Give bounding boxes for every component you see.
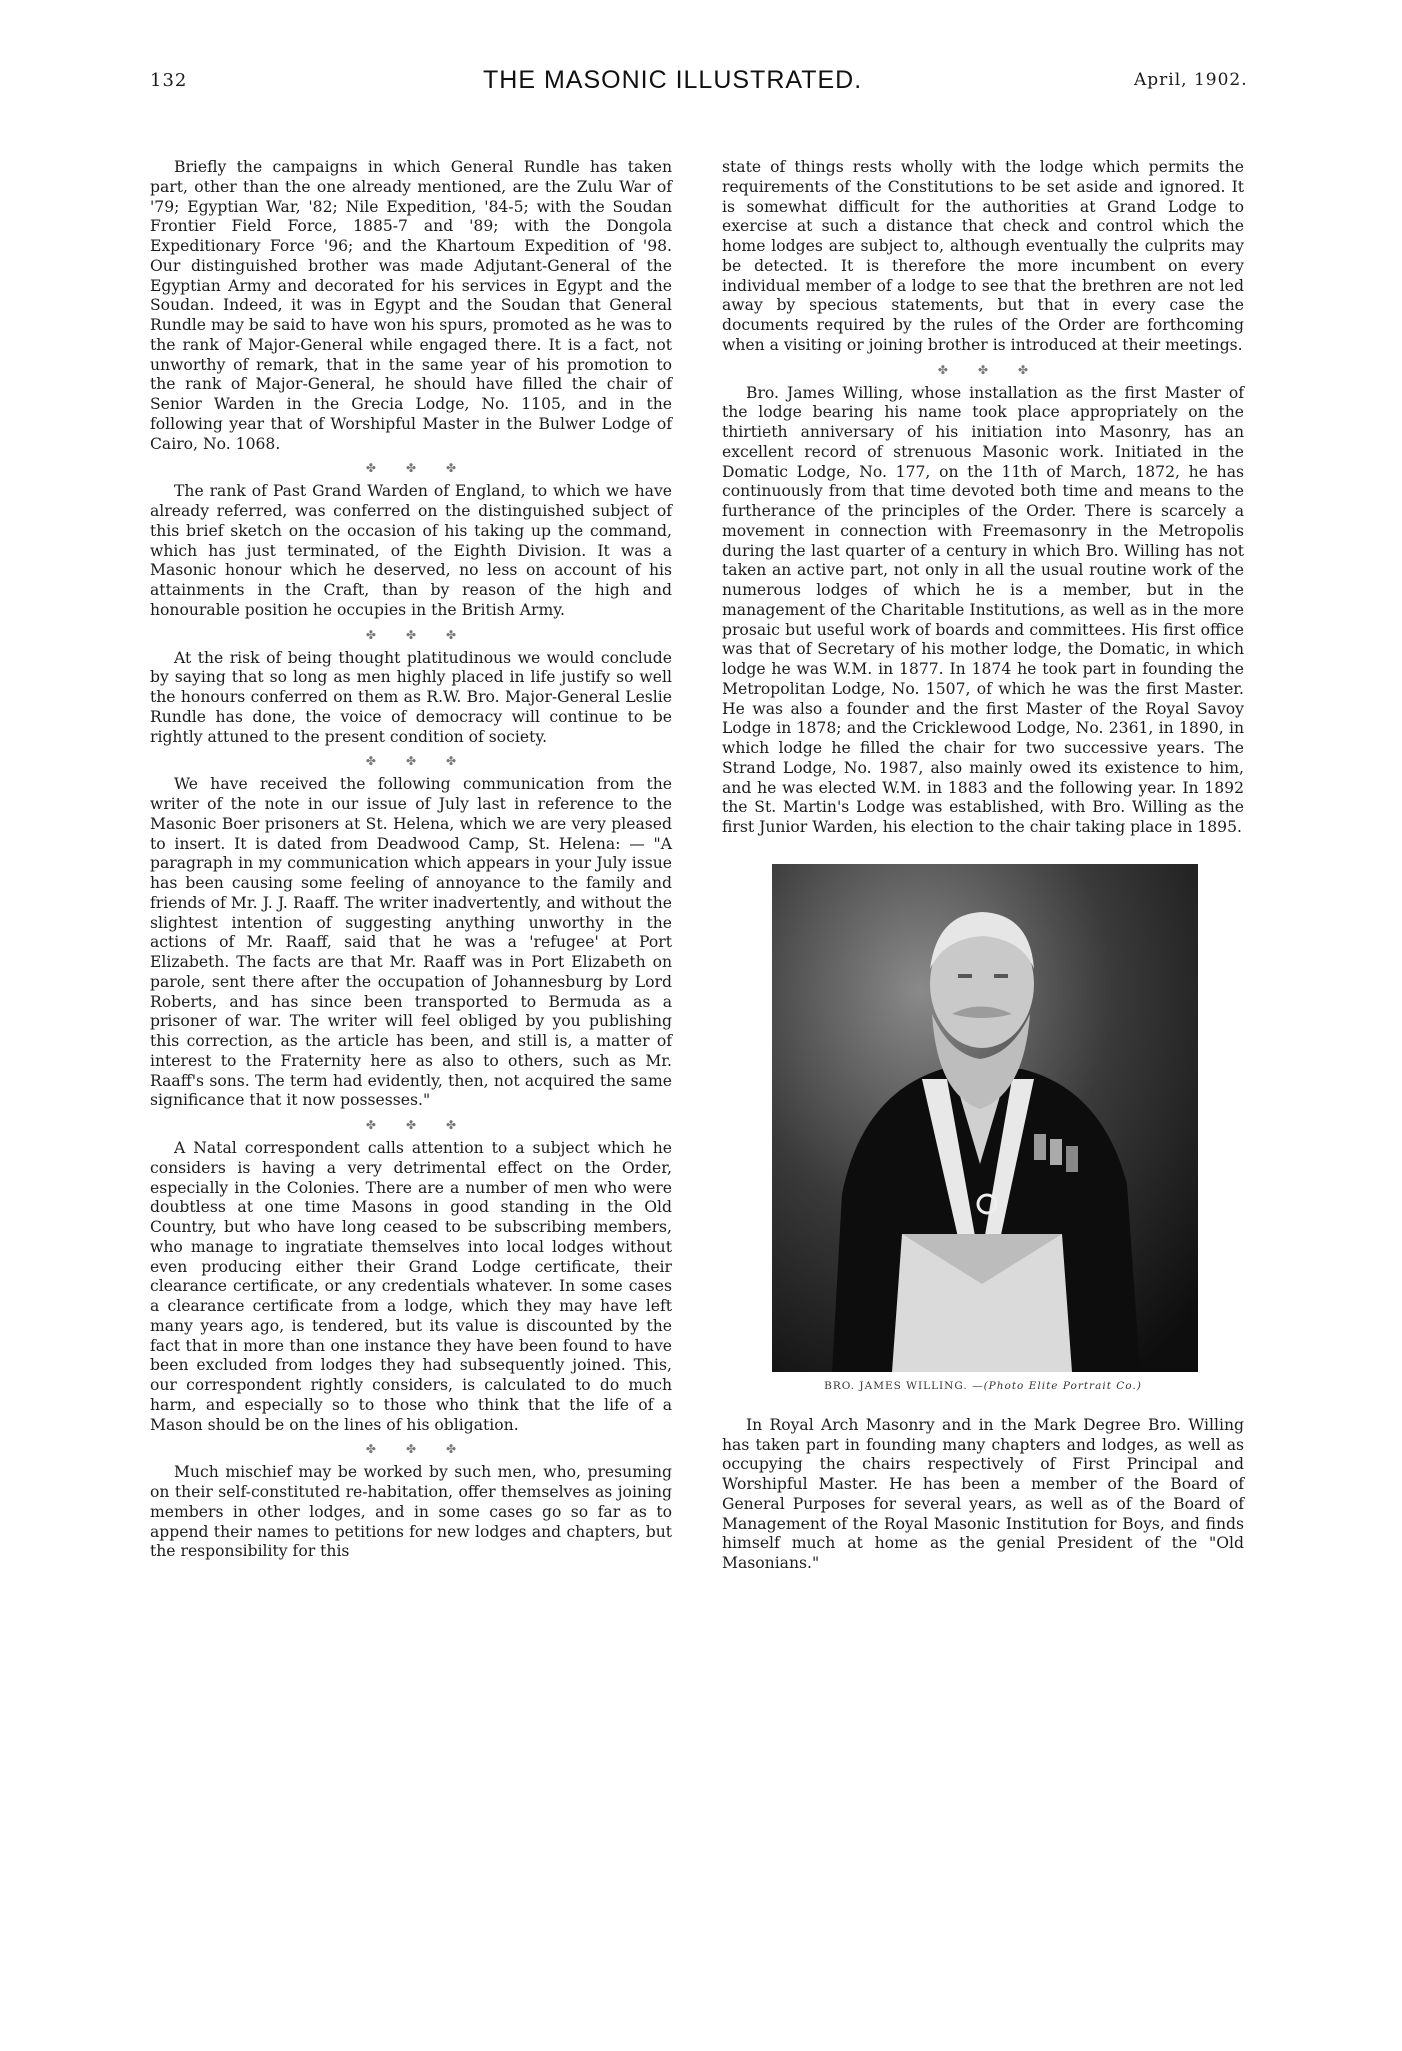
ornament-icon: ✤ — [365, 754, 376, 769]
portrait-illustration — [772, 864, 1198, 1372]
masthead-title: THE MASONIC ILLUSTRATED. — [483, 66, 863, 94]
ornament-icon: ✤ — [405, 1442, 417, 1457]
paragraph-platitudinous: At the risk of being thought platitudinous we would conclude by saying that so long as men highly placed in life justify so well the honours conferred on them as R.W. Bro. Major-General Leslie Rundle has done, the voice of democracy will continue to be rightly attuned to the present condition of society. — [150, 648, 672, 746]
ornament-icon: ✤ — [405, 1118, 417, 1132]
paragraph-state-of-things: state of things rests wholly with the lodge which permits the requirements of the Constitutions to be set aside and ignored. It is somewhat difficult for the authorities at Grand Lodge to exercise at such a distance that check and control which the home lodges are subject to, although eventually the culprits may be detected. It is therefore the more incumbent on every individual member of a lodge to see that the brethren are not led away by specious statements, but that in every case the documents required by the rules of the Order are forthcoming when a visiting or joining brother is introduced at their meetings. — [722, 158, 1244, 354]
ornament-icon: ✤ — [405, 627, 417, 642]
section-ornament — [150, 1435, 672, 1463]
caption-name: BRO. JAMES WILLING. — [824, 1379, 968, 1392]
right-column — [722, 158, 1244, 1574]
ornament-icon: ✤ — [365, 461, 376, 476]
ornament-icon: ✤ — [365, 627, 376, 642]
section-ornament — [150, 747, 672, 775]
section-ornament — [150, 1111, 672, 1139]
paragraph-james-willing: Bro. James Willing, whose installation as the first Master of the lodge bearing his name took place appropriately on the thirtieth anniversary of his initiation into Masonry, has an excellent record of strenuous Masonic work. Initiated in the Domatic Lodge, No. 177, on the 11th of March, 1872, he has continuously from that time devoted both time and means to the furtherance of the principles of the Order. There is scarcely a movement in connection with Freemasonry in the Metropolis during the last quarter of a century in which Bro. Willing has not taken an active part, not only in all the usual routine work of the numerous lodges of which he is a member, but in the management of the Charitable Institutions, as well as in the more prosaic but useful work of boards and committees. His first office was that of Secretary of his mother lodge, the Domatic, in which lodge he was W.M. in 1877. In 1874 he took part in founding the Metropolitan Lodge, No. 1507, of which he was the first Master. He was also a founder and the first Master of the Royal Savoy Lodge in 1878; and the Cricklewood Lodge, No. 2361, in 1890, in which lodge he filled the chair for two successive years. The Strand Lodge, No. 1987, also mainly owed its existence to him, and he was elected W.M. in 1883 and the following year. In 1892 the St. Martin's Lodge was established, with Bro. Willing as the first Junior Warden, his election to the chair taking place in 1895. — [722, 383, 1244, 836]
paragraph-much-mischief: Much mischief may be worked by such men, who, presuming on their self-constituted re-habitation, offer themselves as joining members in other lodges, and in some cases go so far as to append their names to petitions for new lodges and chapters, but the responsibility for this — [150, 1463, 672, 1561]
ornament-icon: ✤ — [405, 754, 417, 769]
ornament-icon: ✤ — [446, 627, 457, 642]
issue-date: April, 1902. — [1134, 70, 1248, 90]
ornament-icon: ✤ — [446, 754, 457, 769]
section-ornament — [150, 454, 672, 482]
ornament-icon: ✤ — [1018, 362, 1029, 377]
ornament-icon: ✤ — [446, 461, 457, 476]
paragraph-rundle-campaigns: Briefly the campaigns in which General Rundle has taken part, other than the one already mentioned, are the Zulu War of '79; Egyptian War, '82; Nile Expedition, '84-5; with the Soudan Frontier Field Force, 1885-7 and '89; with the Dongola Expeditionary Force '96; and the Khartoum Expedition of '98. Our distinguished brother was made Adjutant-General of the Egyptian Army and decorated for his services in Egypt and the Soudan. Indeed, it was in Egypt and the Soudan that General Rundle may be said to have won his spurs, promoted as he was to the rank of Major-General while engaged there. It is a fact, not unworthy of remark, that in the same year of his promotion to the rank of Major-General, he should have filled the chair of Senior Warden in the Grecia Lodge, No. 1105, and in the following year that of Worshipful Master in the Bulwer Lodge of Cairo, No. 1068. — [150, 158, 672, 453]
section-ornament — [722, 356, 1244, 384]
ornament-icon: ✤ — [365, 1442, 376, 1457]
paragraph-natal-correspondent: A Natal correspondent calls attention to a subject which he considers is having a very detrimental effect on the Order, especially in the Colonies. There are a number of men who were doubtless at one time Masons in good standing in the Old Country, but who have long ceased to be subscribing members, who manage to ingratiate themselves into local lodges without even producing either their Grand Lodge certificate, their clearance certificate, or any credentials whatever. In some cases a clearance certificate from a lodge, which they may have left many years ago, is tendered, but its value is discounted by the fact that in more than one instance they have been found to have been excluded from lodges they had subsequently joined. This, our correspondent rightly considers, is calculated to do much harm, and especially so to those who think that the life of a Mason should be on the lines of his obligation. — [150, 1139, 672, 1434]
portrait-photo — [772, 864, 1198, 1372]
paragraph-past-grand-warden: The rank of Past Grand Warden of England, to which we have already referred, was conferred on the distinguished subject of this brief sketch on the occasion of his taking up the command, which has just terminated, of the Eighth Division. It was a Masonic honour which he deserved, no less on account of his attainments in the Craft, than by reason of the high and honourable position he occupies in the British Army. — [150, 482, 672, 619]
paragraph-royal-arch: In Royal Arch Masonry and in the Mark Degree Bro. Willing has taken part in founding many chapters and lodges, as well as occupying the chairs respectively of First Principal and Worshipful Master. He has been a member of the Board of General Purposes for several years, as well as of the Board of Management of the Royal Masonic Institution for Boys, and finds himself much at home as the genial President of the "Old Masonians." — [722, 1415, 1244, 1572]
ornament-icon: ✤ — [365, 1118, 376, 1132]
ornament-icon: ✤ — [937, 362, 948, 377]
paragraph-boer-prisoners: We have received the following communication from the writer of the note in our issue of July last in reference to the Masonic Boer prisoners at St. Helena, which we are very pleased to insert. It is dated from Deadwood Camp, St. Helena: — "A paragraph in my communication which appears in your July issue has been causing some feeling of annoyance to the family and friends of Mr. J. J. Raaff. The writer inadvertently, and without the slightest intention of suggesting anything unworthy in the actions of Mr. Raaff, said that he was a 'refugee' at Port Elizabeth. The facts are that Mr. Raaff was in Port Elizabeth on parole, sent there after the occupation of Johannesburg by Lord Roberts, and has since been transported to Bermuda as a prisoner of war. The writer will feel obliged by you publishing this correction, as the article has been, and still is, a matter of interest to the Fraternity here as also to others, such as Mr. Raaff's sons. The term had evidently, then, not acquired the same significance that it now possesses." — [150, 775, 672, 1110]
ornament-icon: ✤ — [446, 1118, 457, 1132]
left-column — [150, 158, 672, 1562]
section-ornament — [150, 621, 672, 649]
ornament-icon: ✤ — [446, 1442, 457, 1457]
ornament-icon: ✤ — [977, 362, 989, 377]
caption-credit: —(Photo Elite Portrait Co.) — [972, 1379, 1142, 1392]
ornament-icon: ✤ — [405, 461, 417, 476]
photo-caption — [722, 1380, 1244, 1398]
page-number: 132 — [150, 70, 188, 91]
